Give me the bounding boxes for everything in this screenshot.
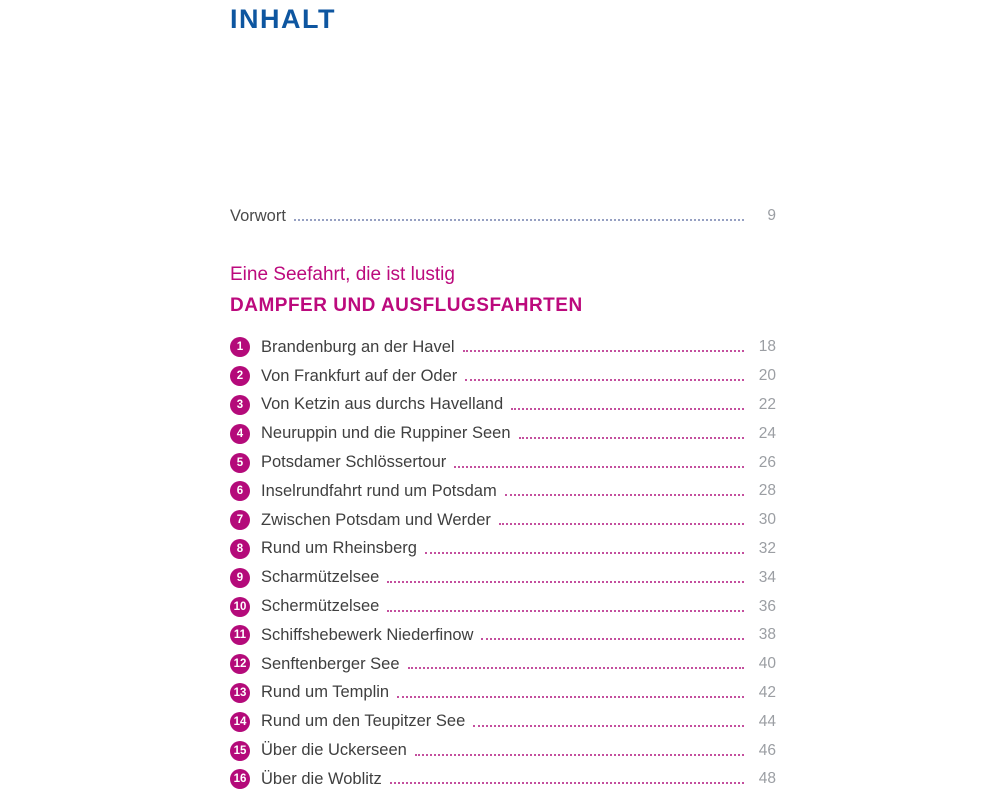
page-number: 36	[758, 597, 776, 615]
section-title: DAMPFER UND AUSFLUGSFAHRTEN	[230, 295, 583, 316]
page-number: 46	[758, 741, 776, 759]
section-subtitle: Eine Seefahrt, die ist lustig	[230, 264, 455, 285]
entry-number-badge: 8	[230, 539, 250, 559]
dotted-leader	[465, 379, 744, 381]
page-number: 40	[758, 655, 776, 673]
toc-entry	[230, 592, 776, 621]
entry-number-badge: 14	[230, 712, 250, 732]
page-number: 38	[758, 626, 776, 644]
entry-number-badge: 12	[230, 654, 250, 674]
toc-entry	[230, 563, 776, 592]
entry-number-badge: 1	[230, 337, 250, 357]
dotted-leader	[511, 408, 744, 410]
page-number: 48	[758, 770, 776, 788]
dotted-leader	[397, 696, 744, 698]
entry-title: Potsdamer Schlössertour	[261, 453, 447, 472]
toc-entry	[230, 477, 776, 506]
page-number: 30	[758, 511, 776, 529]
page-number: 24	[758, 424, 776, 442]
entry-title: Über die Uckerseen	[261, 741, 407, 760]
toc-entry	[230, 333, 776, 362]
entry-title: Schermützelsee	[261, 597, 380, 616]
dotted-leader	[454, 466, 744, 468]
toc-entry	[230, 362, 776, 391]
entry-title: Von Frankfurt auf der Oder	[261, 366, 458, 385]
page-number: 18	[758, 338, 776, 356]
page-number: 44	[758, 712, 776, 730]
toc-entry	[230, 736, 776, 765]
entry-number-badge: 9	[230, 568, 250, 588]
dotted-leader	[408, 667, 744, 669]
dotted-leader	[519, 437, 744, 439]
entry-title: Zwischen Potsdam und Werder	[261, 510, 491, 529]
dotted-leader	[294, 219, 744, 221]
entry-number-badge: 7	[230, 510, 250, 530]
contents-column	[230, 0, 776, 800]
entry-title: Neuruppin und die Ruppiner Seen	[261, 424, 511, 443]
toc-entry	[230, 391, 776, 420]
entry-number-badge: 16	[230, 769, 250, 789]
dotted-leader	[481, 638, 744, 640]
dotted-leader	[415, 754, 744, 756]
page-number: 22	[758, 395, 776, 413]
entry-title: Brandenburg an der Havel	[261, 337, 455, 356]
dotted-leader	[390, 782, 744, 784]
section-header	[230, 264, 583, 317]
dotted-leader	[499, 523, 744, 525]
entry-number-badge: 5	[230, 453, 250, 473]
entry-title: Scharmützelsee	[261, 568, 380, 587]
page-number: 28	[758, 482, 776, 500]
entry-number-badge: 3	[230, 395, 250, 415]
entry-number-badge: 2	[230, 366, 250, 386]
page-number: 26	[758, 453, 776, 471]
toc-entry	[230, 765, 776, 794]
toc-entry	[230, 707, 776, 736]
vorwort-entry	[230, 203, 776, 229]
page-number: 42	[758, 683, 776, 701]
entry-title: Rund um den Teupitzer See	[261, 712, 466, 731]
vorwort-label: Vorwort	[230, 206, 286, 225]
page-number: 9	[767, 207, 776, 224]
dotted-leader	[387, 610, 744, 612]
toc-entry	[230, 535, 776, 564]
entry-number-badge: 11	[230, 625, 250, 645]
dotted-leader	[463, 350, 744, 352]
toc-entry	[230, 419, 776, 448]
dotted-leader	[505, 494, 744, 496]
entry-title: Über die Woblitz	[261, 769, 382, 788]
entry-title: Senftenberger See	[261, 654, 400, 673]
entry-number-badge: 6	[230, 481, 250, 501]
entry-title: Inselrundfahrt rund um Potsdam	[261, 481, 497, 500]
toc-list	[230, 333, 776, 794]
entry-title: Von Ketzin aus durchs Havelland	[261, 395, 504, 414]
toc-entry	[230, 650, 776, 679]
entry-number-badge: 15	[230, 741, 250, 761]
toc-entry	[230, 506, 776, 535]
page-number: 34	[758, 568, 776, 586]
page-number: 20	[758, 367, 776, 385]
dotted-leader	[387, 581, 744, 583]
dotted-leader	[473, 725, 744, 727]
entry-title: Schiffshebewerk Niederfinow	[261, 625, 474, 644]
entry-number-badge: 10	[230, 597, 250, 617]
entry-number-badge: 4	[230, 424, 250, 444]
toc-entry	[230, 679, 776, 708]
dotted-leader	[425, 552, 744, 554]
toc-entry	[230, 621, 776, 650]
entry-number-badge: 13	[230, 683, 250, 703]
entry-title: Rund um Templin	[261, 683, 390, 702]
toc-entry	[230, 448, 776, 477]
page-title: INHALT	[230, 4, 336, 34]
entry-title: Rund um Rheinsberg	[261, 539, 417, 558]
page-number: 32	[758, 539, 776, 557]
